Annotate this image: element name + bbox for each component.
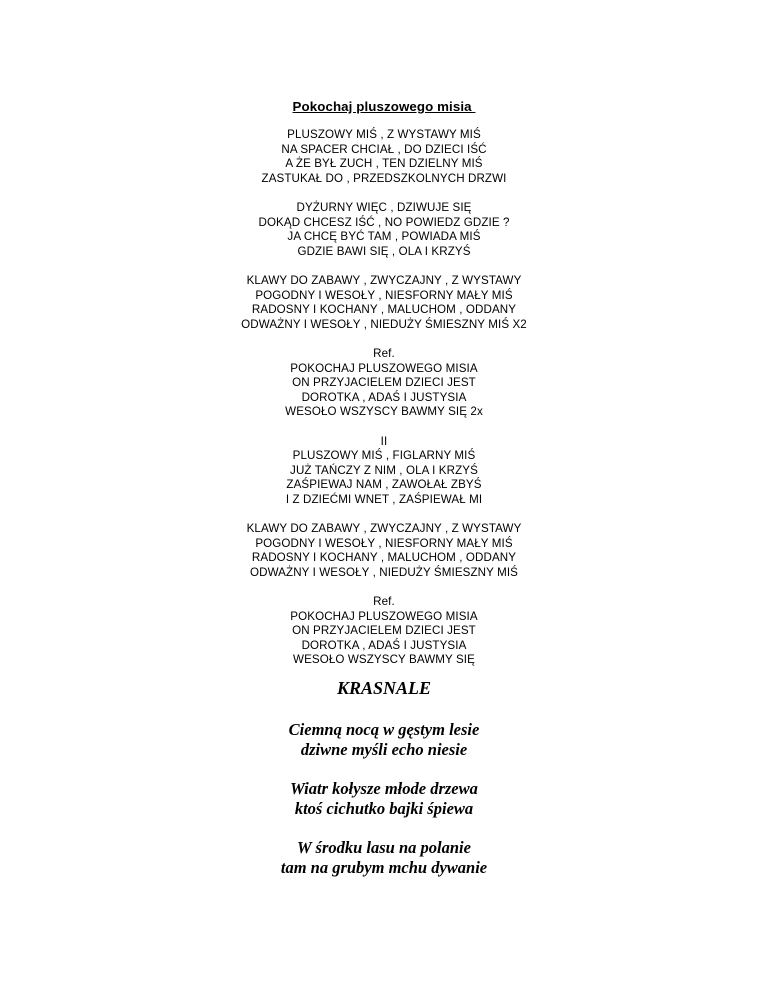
lyric-line: DOROTKA , ADAŚ I JUSTYSIA bbox=[301, 390, 467, 404]
stanza-1 bbox=[0, 720, 768, 760]
lyric-line: POKOCHAJ PLUSZOWEGO MISIA bbox=[290, 361, 478, 375]
lyric-line: NA SPACER CHCIAŁ , DO DZIECI IŚĆ bbox=[281, 142, 487, 156]
lyric-line: DOROTKA , ADAŚ I JUSTYSIA bbox=[301, 638, 467, 652]
lyric-line: ktoś cichutko bajki śpiewa bbox=[294, 799, 474, 818]
lyric-line: DOKĄD CHCESZ IŚĆ , NO POWIEDZ GDZIE ? bbox=[258, 215, 510, 229]
verse-number: II bbox=[380, 434, 388, 448]
lyric-line: Wiatr kołysze młode drzewa bbox=[290, 779, 478, 798]
stanza-3 bbox=[0, 838, 768, 878]
lyric-line: dziwne myśli echo niesie bbox=[300, 740, 468, 759]
lyric-line: POKOCHAJ PLUSZOWEGO MISIA bbox=[290, 609, 478, 623]
lyric-line: A ŻE BYŁ ZUCH , TEN DZIELNY MIŚ bbox=[285, 157, 483, 170]
stanza-3 bbox=[0, 435, 768, 508]
song-title: Pokochaj pluszowego misia bbox=[292, 99, 476, 114]
chorus-2 bbox=[0, 522, 768, 580]
lyric-line: ODWAŻNY I WESOŁY , NIEDUŻY ŚMIESZNY MIŚ bbox=[249, 565, 519, 579]
lyric-line: ZASTUKAŁ DO , PRZEDSZKOLNYCH DRZWI bbox=[261, 171, 507, 185]
lyric-line: ODWAŻNY I WESOŁY , NIEDUŻY ŚMIESZNY MIŚ X2 bbox=[241, 317, 527, 331]
lyric-line: WESOŁO WSZYSCY BAWMY SIĘ bbox=[293, 653, 475, 666]
lyric-line: Ciemną nocą w gęstym lesie bbox=[288, 720, 480, 739]
lyric-line: POGODNY I WESOŁY , NIESFORNY MAŁY MIŚ bbox=[255, 536, 513, 550]
refrain-1 bbox=[0, 347, 768, 420]
lyric-line: ZAŚPIEWAJ NAM , ZAWOŁAŁ ZBYŚ bbox=[286, 478, 482, 491]
stanza-2 bbox=[0, 779, 768, 819]
lyric-line: RADOSNY I KOCHANY , MALUCHOM , ODDANY bbox=[251, 551, 517, 564]
lyric-line: DYŻURNY WIĘC , DZIWUJE SIĘ bbox=[296, 201, 472, 214]
lyric-line: POGODNY I WESOŁY , NIESFORNY MAŁY MIŚ bbox=[255, 288, 513, 302]
stanza-1 bbox=[0, 128, 768, 186]
chorus-1 bbox=[0, 274, 768, 332]
lyric-line: ON PRZYJACIELEM DZIECI JEST bbox=[292, 624, 476, 637]
lyric-line: KLAWY DO ZABAWY , ZWYCZAJNY , Z WYSTAWY bbox=[246, 522, 522, 535]
lyric-line: RADOSNY I KOCHANY , MALUCHOM , ODDANY bbox=[251, 303, 517, 316]
lyric-line: JA CHCĘ BYĆ TAM , POWIADA MIŚ bbox=[287, 230, 481, 243]
lyric-line: WESOŁO WSZYSCY BAWMY SIĘ 2x bbox=[285, 405, 483, 418]
refrain-label: Ref. bbox=[373, 595, 395, 608]
refrain-2 bbox=[0, 595, 768, 668]
lyric-line: PLUSZOWY MIŚ , FIGLARNY MIŚ bbox=[292, 449, 476, 462]
lyric-line: W środku lasu na polanie bbox=[297, 838, 471, 857]
lyric-line: KLAWY DO ZABAWY , ZWYCZAJNY , Z WYSTAWY bbox=[246, 274, 522, 287]
lyric-line: ON PRZYJACIELEM DZIECI JEST bbox=[292, 376, 476, 389]
song-krasnale bbox=[0, 677, 768, 897]
lyric-line: I Z DZIEĆMI WNET , ZAŚPIEWAŁ MI bbox=[285, 492, 483, 506]
lyric-line: JUŻ TAŃCZY Z NIM , OLA I KRZYŚ bbox=[290, 463, 478, 477]
lyric-line: GDZIE BAWI SIĘ , OLA I KRZYŚ bbox=[297, 244, 471, 258]
lyric-line: PLUSZOWY MIŚ , Z WYSTAWY MIŚ bbox=[287, 128, 481, 141]
song-title: KRASNALE bbox=[336, 678, 432, 698]
refrain-label: Ref. bbox=[373, 347, 395, 360]
stanza-2 bbox=[0, 201, 768, 259]
lyric-line: tam na grubym mchu dywanie bbox=[280, 858, 488, 877]
song-pokochaj-pluszowego-misia bbox=[0, 99, 768, 683]
